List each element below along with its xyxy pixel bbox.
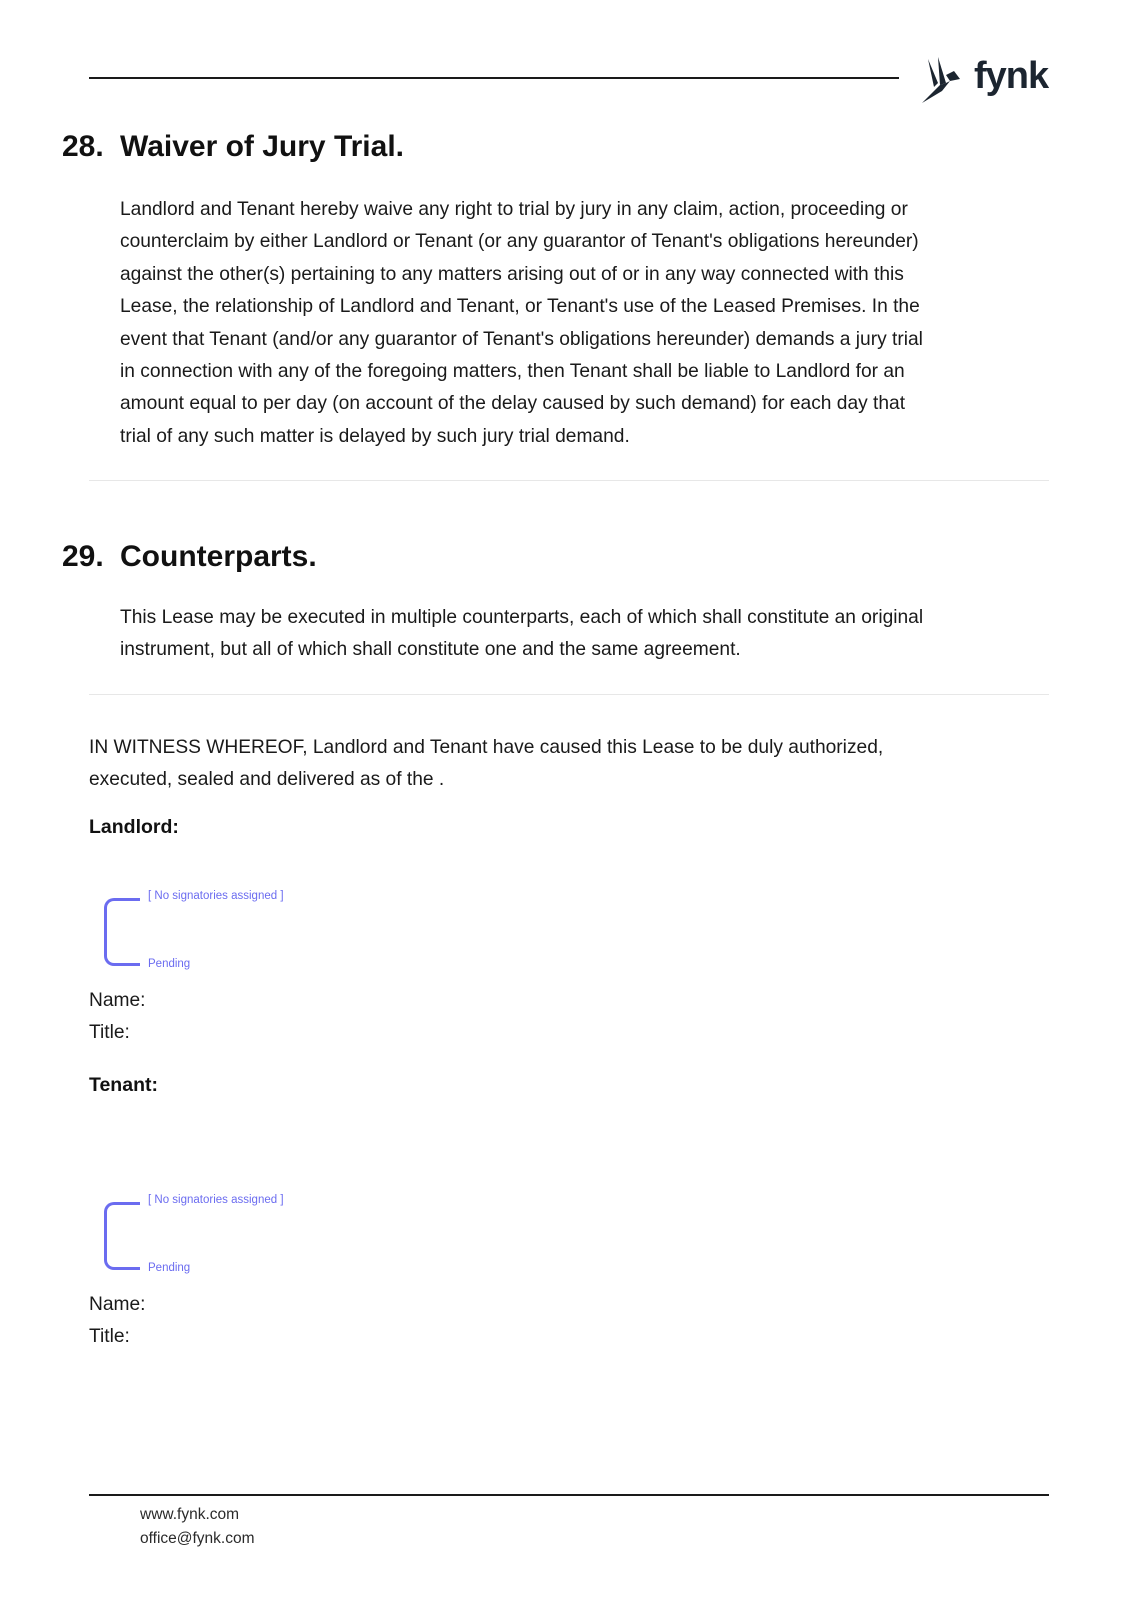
signature-bracket-icon [104, 898, 140, 966]
signature-status: Pending [148, 958, 191, 970]
witness-line: executed, sealed and delivered as of the . [89, 769, 445, 791]
tenant-name-label: Name: [89, 1294, 146, 1315]
footer-rule [89, 1494, 1049, 1496]
section-title: Counterparts. [120, 540, 317, 573]
body-line: This Lease may be executed in multiple counterparts, each of which shall constitute an original [120, 607, 924, 628]
body-line: in connection with any of the foregoing matters, then Tenant shall be liable to Landlord for an [120, 361, 905, 383]
header-rule [89, 77, 899, 79]
witness-clause [89, 732, 1049, 797]
body-line: trial of any such matter is delayed by such jury trial demand. [120, 425, 630, 447]
section-heading-29 [62, 540, 317, 574]
signature-bracket-icon [104, 1202, 140, 1270]
body-line: instrument, but all of which shall constitute one and the same agreement. [120, 639, 741, 661]
landlord-title-label: Title: [89, 1022, 130, 1043]
fynk-logo [920, 52, 1050, 106]
landlord-label: Landlord: [89, 816, 179, 838]
signatory-assignee: [ No signatories assigned ] [148, 890, 284, 902]
footer-website[interactable]: www.fynk.com [140, 1506, 240, 1523]
section-number: 29. [62, 540, 104, 573]
body-line: Lease, the relationship of Landlord and Tenant, or Tenant's use of the Leased Premises. In the [120, 296, 920, 318]
body-line: against the other(s) pertaining to any matters arising out of or in any way connected with this [120, 263, 904, 285]
signature-status: Pending [148, 1262, 191, 1274]
tenant-label: Tenant: [89, 1074, 158, 1096]
body-line: amount equal to per day (on account of the delay caused by such demand) for each day that [120, 393, 906, 415]
section-body-28 [120, 194, 1050, 453]
tenant-title-label: Title: [89, 1326, 130, 1347]
section-heading-28 [62, 130, 404, 164]
body-line: counterclaim by either Landlord or Tenant (or any guarantor of Tenant's obligations hereunder) [120, 231, 919, 253]
section-body-29 [120, 602, 1050, 667]
witness-line: IN WITNESS WHEREOF, Landlord and Tenant have caused this Lease to be duly authorized, [89, 737, 884, 758]
signatory-assignee: [ No signatories assigned ] [148, 1194, 284, 1206]
tenant-signature-field[interactable] [104, 1194, 364, 1280]
landlord-signature-field[interactable] [104, 890, 364, 976]
origami-bird-icon [920, 53, 968, 105]
footer-email[interactable]: office@fynk.com [140, 1530, 255, 1547]
body-line: event that Tenant (and/or any guarantor of Tenant's obligations hereunder) demands a jury trial [120, 328, 923, 350]
section-divider [89, 694, 1049, 695]
brand-name: fynk [974, 54, 1049, 97]
section-number: 28. [62, 130, 104, 163]
section-title: Waiver of Jury Trial. [120, 130, 404, 163]
body-line: Landlord and Tenant hereby waive any right to trial by jury in any claim, action, proceeding or [120, 199, 908, 220]
landlord-name-label: Name: [89, 990, 146, 1011]
section-divider [89, 480, 1049, 481]
